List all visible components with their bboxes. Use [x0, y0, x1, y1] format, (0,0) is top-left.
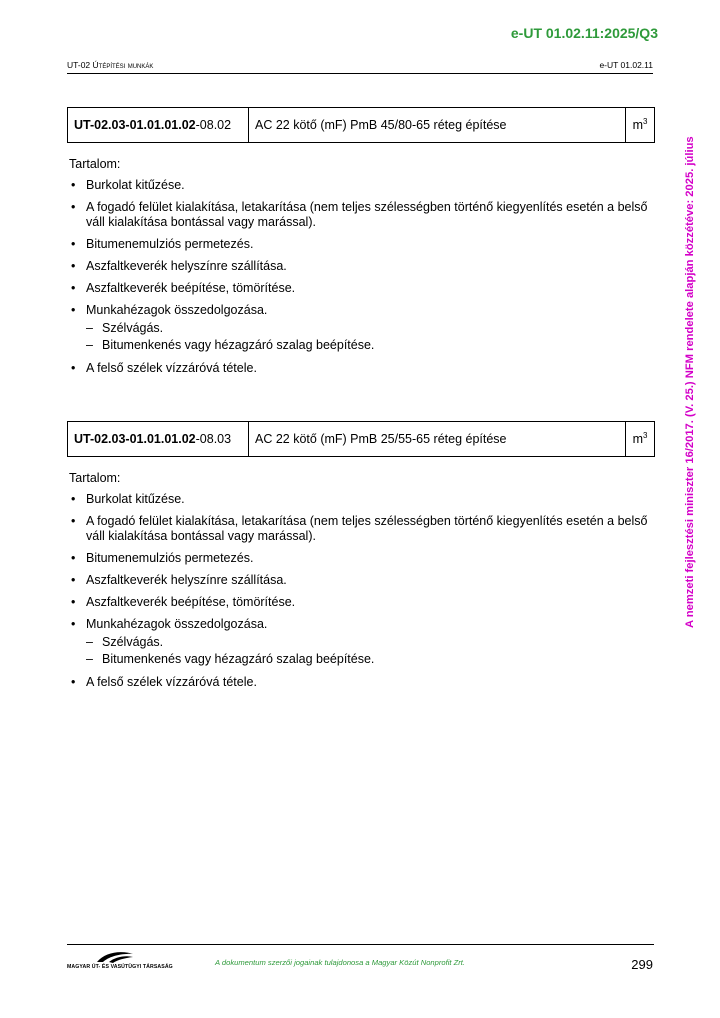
work-item-table [67, 107, 655, 143]
society-logo-text: MAGYAR ÚT- ÉS VASÚTÜGYI TÁRSASÁG [67, 964, 173, 970]
document-code: e-UT 01.02.11:2025/Q3 [510, 25, 658, 41]
list-item: • Bitumenemulziós permetezés. [67, 237, 655, 252]
list-item: • A felső szélek vízzáróvá tétele. [67, 675, 655, 690]
sub-list-item: – Szélvágás. [86, 634, 655, 651]
page-number: 299 [631, 957, 653, 972]
list-item: • Burkolat kitűzése. [67, 178, 655, 193]
work-item-table [67, 421, 655, 457]
work-item-code-suffix: -08.03 [195, 432, 232, 446]
sub-list-item: – Szélvágás. [86, 320, 655, 337]
header-right: e-UT 01.02.11 [599, 60, 653, 70]
list-item: • Aszfaltkeverék beépítése, tömörítése. [67, 281, 655, 296]
sub-list-item: – Bitumenkenés vagy hézagzáró szalag beépítése. [86, 337, 655, 354]
list-item-with-sublist [67, 617, 655, 668]
unit-base: m [632, 432, 643, 447]
content-label: Tartalom: [69, 471, 121, 485]
list-item: • Aszfaltkeverék beépítése, tömörítése. [67, 595, 655, 610]
content-label: Tartalom: [69, 157, 121, 171]
unit-exponent: 3 [642, 431, 648, 441]
running-header [67, 60, 653, 74]
content-list [67, 492, 655, 690]
list-item-text: Munkahézagok összedolgozása. [86, 303, 268, 317]
content-list [67, 178, 655, 376]
work-item-code-main: UT-02.03-01.01.01.02 [74, 432, 196, 446]
sub-list [86, 320, 655, 354]
work-item-section [67, 107, 655, 376]
work-item-code [68, 422, 249, 457]
list-item: • Aszfaltkeverék helyszínre szállítása. [67, 573, 655, 588]
sub-list-item: – Bitumenkenés vagy hézagzáró szalag beépítése. [86, 651, 655, 668]
list-item: • A felső szélek vízzáróvá tétele. [67, 361, 655, 376]
list-item: • A fogadó felület kialakítása, letakarítása (nem teljes szélességben történő kiegyenlítés esetén a belső váll kialakítása bontással vagy marással). [67, 514, 655, 544]
society-logo [67, 950, 173, 974]
society-logo-icon [95, 950, 135, 964]
work-item-title: AC 22 kötő (mF) PmB 25/55-65 réteg építése [249, 422, 626, 457]
publication-side-note: A nemzeti fejlesztési miniszter 16/2017. (V. 25.) NFM rendelete alapján közzétéve: 2025. július [684, 136, 696, 628]
work-item-unit [626, 422, 655, 457]
work-item-section [67, 421, 655, 690]
work-item-unit [626, 108, 655, 143]
list-item: • Aszfaltkeverék helyszínre szállítása. [67, 259, 655, 274]
header-left [67, 60, 153, 70]
unit-base: m [632, 118, 643, 133]
sub-list [86, 634, 655, 668]
unit-exponent: 3 [642, 117, 648, 127]
work-item-code-main: UT-02.03-01.01.01.02 [74, 118, 196, 132]
list-item-text: Munkahézagok összedolgozása. [86, 617, 268, 631]
list-item-with-sublist [67, 303, 655, 354]
list-item: • Burkolat kitűzése. [67, 492, 655, 507]
work-item-code-suffix: -08.02 [195, 118, 232, 132]
header-chapter-title: Útépítési munkák [92, 60, 154, 70]
work-item-code [68, 108, 249, 143]
list-item: • A fogadó felület kialakítása, letakarítása (nem teljes szélességben történő kiegyenlítés esetén a belső váll kialakítása bontással vagy marással). [67, 200, 655, 230]
list-item: • Bitumenemulziós permetezés. [67, 551, 655, 566]
footer-rule [67, 944, 654, 945]
copyright-notice: A dokumentum szerzői jogainak tulajdonosa a Magyar Közút Nonprofit Zrt. [215, 958, 466, 967]
work-item-title: AC 22 kötő (mF) PmB 45/80-65 réteg építése [249, 108, 626, 143]
header-chapter-code: UT-02 [67, 60, 91, 70]
